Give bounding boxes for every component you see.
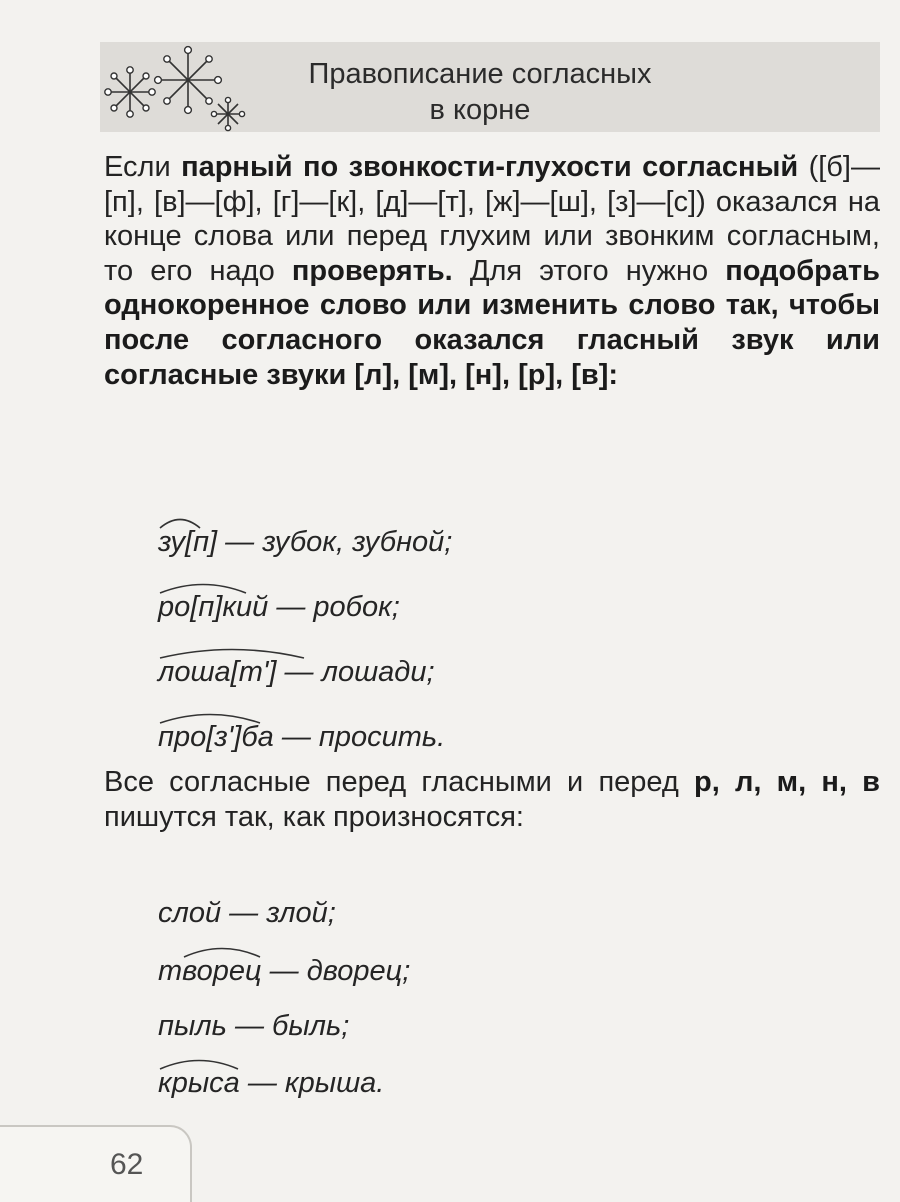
example-check-word: просить. [318,721,446,753]
example-check-word: робок; [313,591,400,623]
example-check-word: лошади; [321,656,435,688]
rule1-bold-1: парный по звонкости-глухости согласный [181,151,799,183]
root-arc-icon [158,645,306,659]
example-dash: — [226,1010,273,1042]
title-line-2: в корне [429,94,531,126]
rule1-text-2: ([б]—[п], [в]—[ф], [г]—[к], [д]—[т], [ж]—[ш], [з]—[с]) оказался на конце слова или перед глухим или звонким согласным, то его надо [104,151,880,287]
example-dash: — [261,955,307,987]
example-check-word: злой; [266,897,336,929]
page-title [240,56,720,128]
example-check-word: крыша. [284,1067,385,1099]
rule1-text-3: Для этого нужно [452,254,726,287]
example-word: про[з']ба [158,721,274,753]
example-check-word: быль; [272,1010,350,1042]
root-arc-icon [158,580,248,594]
rule1-bold-2: проверять. [291,254,453,287]
example-word: зу[п] [158,526,218,558]
example-check-word: зубок, зубной; [262,526,453,558]
example-row [158,720,445,754]
snowflake-ornament-icon [100,44,250,134]
example-dash: — [276,656,322,688]
root-arc-icon [158,710,262,724]
rule1-text-1: Если [104,151,182,183]
example-dash: — [217,526,263,558]
rule-paragraph-2 [104,765,880,834]
example-word: пыль [158,1010,227,1042]
rule-paragraph-1 [104,150,880,392]
example-word: ро[п]кий [158,591,269,623]
example-row [158,896,336,930]
page-corner-tab [0,1125,192,1202]
title-line-1: Правописание согласных [308,58,652,90]
rule2-text-2: пишутся так, как произносятся: [104,800,524,833]
example-word: слой [158,897,222,929]
example-dash: — [239,1067,285,1099]
example-word: лоша[т'] [158,656,277,688]
root-arc-icon [182,944,262,958]
example-row [158,525,452,559]
example-row [158,590,400,624]
example-dash: — [268,591,314,623]
example-word: крыса [158,1067,240,1099]
example-dash: — [273,721,319,753]
example-row [158,655,435,689]
rule2-text-1: Все согласные перед гласными и перед [104,766,695,798]
example-dash: — [221,897,267,929]
root-arc-icon [158,1056,240,1070]
rule1-bold-3: подобрать однокоренное слово или изменить слово так, чтобы после согласного оказался гласный звук или согласные звуки [л], [м], [н], [р], [в]: [104,254,880,391]
example-word: творец [158,955,262,987]
example-row [158,954,410,988]
page-number: 62 [110,1148,144,1181]
root-arc-icon [158,515,202,529]
example-check-word: дворец; [306,955,411,987]
rule2-bold-1: р, л, м, н, в [694,766,880,798]
example-row [158,1066,384,1100]
example-row [158,1009,349,1043]
